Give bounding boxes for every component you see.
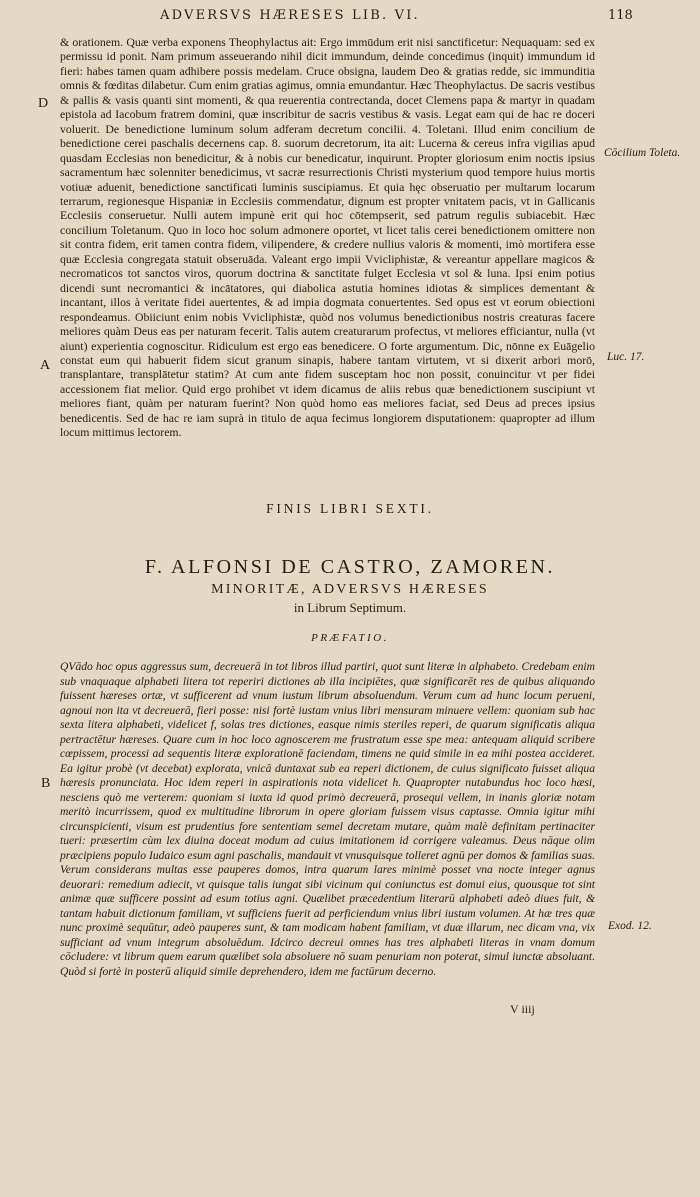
preface-paragraph: QVādo hoc opus aggressus sum, decreuerā in tot libros illud partiri, quot sunt literæ in alphabeto. Credebam enim sub vnaquaque alphabeti litera tot reperiri dictiones ab illa incipiētes, quæ significarēt res de quibus aliquando fuissent hæreses ortæ, vt sufficerent ad vnum iustum librum absoluendum. Verum cum ad hunc locum perueni, agnoui non ita vt decreuerā, fieri posse: nisi fortè iustam vnius libri mensuram minuere vellem: quoniam sub hac sexta litera alphabeti, videlicet f, solas tres dictiones, easque nimis steriles reperi, de quarum significatis aliqua pertractētur hæreses. Quare cum in hoc loco agnoscerem me frustratum esse spe mea: antequam aliquid scribere cœpissem, processi ad sequentis literæ explorationē faciendam, timens ne quid simile in ea mihi postea accideret. Ea igitur probè (vt decebat) explorata, vnicā duntaxat sub ea reperi dictionem, de cuius significato fuisset aliqua hæresis pronunciata. Hoc idem reperi in aspirationis nota videlicet h. Quapropter nutabundus hoc loco hæsi, nesciens quò me verterem: quoniam si iuxta id quod primò decreuerā, prosequi vellem, in inanis gloriæ notam meritò incurrissem, quod ex multitudine librorum in opere gloriam fuissem visus captasse. Omnia igitur mihi circunspicienti, visum est prudentius fore sententiam semel decretam mutare, quàm malè definitam pertinaciter tueri: præsertim cùm lex diuina doceat modum ad cuius imitationem id corrigere valeamus. Deus nāque olim præcipiens populo Iudaico esum agni paschalis, mandauit vt vnusquisque tolleret agnū per domos & familias suas. Verum considerans multas esse pauperes domos, intra quarum lares minimè posset vna nocte integer agnus deuorari: remedium adiecit, vt quisque talis iungat sibi vicinum qui coniunctus est domui eius, quousque tot sint animæ quæ sufficere possint ad esum totius agni. Quælibet præcedentium literarū alphabeti adeò diues fuit, & tantam habuit dictionum familiam, vt sufficiens fuerit ad perficiendum vnius libri iustum volumen. At hæ tres quæ nunc proximè sequūtur, adeò pauperes sunt, & tam modicam habent familiam, vt duæ illarum, nec dicam vna, vix sufficiant ad vnum integrum absoluēdum. Idcirco decreui omnes has tres alphabeti literas in vnam domum cōcludere: vt librum quem earum quælibet sola absoluere nō suam penuriam non poterat, simul iunctæ absoluant. Quòd si fortè in posterū aliquid simile deprehendero, idem me factūrum decerno.	[60, 660, 595, 978]
finis-line: FINIS LIBRI SEXTI.	[266, 501, 434, 516]
running-head: ADVERSVS HÆRESES LIB. VI.	[160, 8, 420, 23]
body-paragraph: & orationem. Quæ verba exponens Theophylactus ait: Ergo immūdum erit nisi sanctificetur: Nequaquam: sed ex permissu id ponit. Nam primum asseuerando nihil dicit immundum, deinde concedimus (inquit) immundum id fieri: habes tamen quam adhibere possis medelam. Cruce obsigna, laudem Deo & gratias redde, sic immunditia omnis & fœditas dilabetur. Cum enim gratias agimus, omnia emundantur. Hæc Theophylactus. De sacris vestibus & pallis & vasis quanti sint momenti, & qua reuerentia contrectanda, docet Clemens papa & martyr in quadam epistola ad Iacobum fratrem domini, quæ inscribitur de sacris vestibus & vasis. Legat eam qui de hac re doceri voluerit. De benedictione luminum solum adferam decretum concilii. 4. Toletani. Illud enim concilium de benedictione cerei paschalis decernens cap. 8. suorum decretorum, ita ait: Lucerna & cereus infra vigilias apud quasdam Ecclesias non benedicitur, & à nobis cur benedicatur, inquirunt. Propter gloriosum enim noctis ipsius sacramentum hæc solenniter benedicimus, vt sacræ resurrectionis Christi mysterium quod tempore huius mortis votiuæ aduenit, benedictione sanctificati luminis suscipiamus. Et quia hęc obseruatio per multarum locarum terrarum, regionesque Hispaniæ in Ecclesiis commendatur, dignum est propter vnitatem pacis, vt in Gallicanis Ecclesiis conseruetur. Nulli autem impunè erit qui hoc cōtempserit, sed patrum regulis subiacebit. Hæc concilium Toletanum. Quo in loco hoc solum admonere oportet, vt licet talis cerei benedictionem omittere non sit contra fidem, erit tamen contra fidem, vilipendere, & credere nullius valoris & momenti, imò mortifera esse quæ Ecclesia congregata statuit obseruāda. Valeant ergo impii Vvicliphistæ, & vereantur appellare magicos & necromaticos tot sanctos viros, quorum doctrina & sanctitate fulget Ecclesia vt sol & luna. Ipsi enim potius dicendi sunt necromantici & incātatores, qui diabolica astutia homines idiotas & simplices dementant & incantant, illos à veritate fidei auertentes, & ad impia dogmata conuertentes. Sed opus est vt eorum obiectioni respondeamus. Obiiciunt enim nobis Vvicliphistæ, quòd nos volumus benedictionibus nostris creaturas facere meliores quàm Deus eas per naturam fecerit. Talis autem creaturarum profectus, vt meliores efficiantur, nulla (vt aiunt) experientia cognoscitur. Ridiculum est ergo eas benedicere. O forte argumentum. Dic, nōnne ex Euāgelio constat eum qui habuerit fidem sicut granum sinapis, habere tantam virtutem, vt si dixerit arbori morō, transplantare, transplātetur statim? At cum ante fidem susceptam hoc non possit, conuincitur vt per fidei accessionem fiat melior. Quid ergo prohibet vt idem dicamus de aliis rebus quæ benedictionem suscipiunt vt meliores fiant, quàm per naturam fuerint? Non quòd homo eas meliores faciat, sed Deus ad preces ipsius benedicentis. Sed de hac re iam suprà in titulo de aqua fecimus longiorem disputationem: quapropter ad illum locum mittimus lectorem.	[60, 35, 595, 440]
signature-mark: V iiij	[510, 1002, 535, 1016]
page-header	[0, 8, 700, 30]
folio-number: 118	[608, 8, 633, 23]
book-designation: in Librum Septimum.	[293, 600, 407, 615]
book-subtitle: MINORITÆ, ADVERSVS HÆRESES	[211, 582, 489, 597]
margin-letter-b: B	[41, 776, 51, 791]
book-title: F. ALFONSI DE CASTRO, ZAMOREN.	[144, 556, 556, 578]
section-heading-praefatio: PRÆFATIO.	[311, 632, 389, 644]
margin-letter-d: D	[38, 96, 49, 111]
margin-note-exod: Exod. 12.	[608, 920, 652, 932]
margin-note-concilium: Cōcilium Toleta.	[604, 147, 681, 159]
margin-note-luc: Luc. 17.	[607, 351, 645, 363]
margin-letter-a: A	[40, 358, 51, 373]
